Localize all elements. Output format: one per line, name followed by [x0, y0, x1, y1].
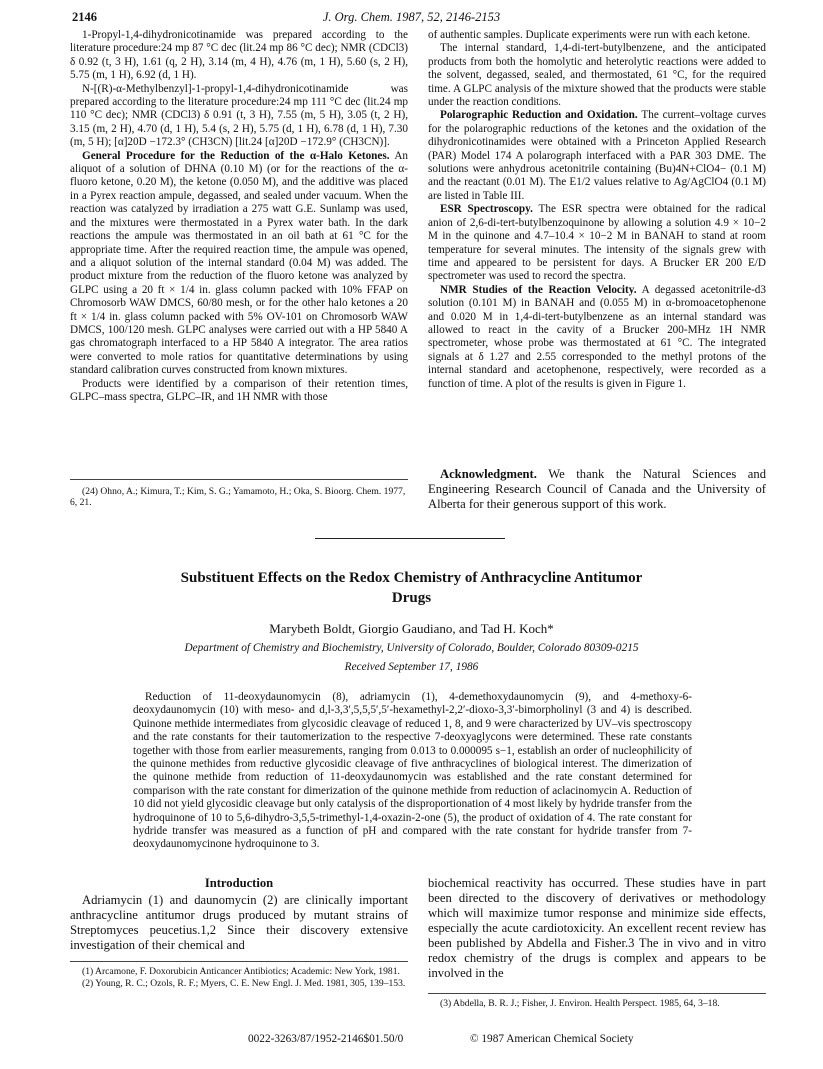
- article-authors: Marybeth Boldt, Giorgio Gaudiano, and Tad H. Koch*: [269, 621, 554, 636]
- article-affiliation: Department of Chemistry and Biochemistry, University of Colorado, Boulder, Colorado 80309-0215: [184, 642, 639, 654]
- introduction-text: Adriamycin (1) and daunomycin (2) are clinically important anthracycline antitumor drugs produced by mutant strains of Streptomyces peucetius.1,2 Since their discovery extensive investigation of their chemical and: [70, 893, 408, 952]
- general-procedure-text: An aliquot of a solution of DHNA (0.10 M) (or for the reactions of the α-fluoro ketone, 0.20 M), the ketone (0.050 M), and the additive was placed in a Pyrex reaction ampule, degassed, and sealed under vacuum. When the reaction was catalyzed by irradiation a 275 watt G.E. Sunlamp was used, and the mixtures were thermostated in a Pyrex water bath. In the dark reactions the ampule was thermostated in an oil bath at 61 °C for the appropriate time. After the required reaction time, the ampule was opened, and a aliquot solution of the internal standard (0.04 M) was added. The product mixture from the reduction of the fluoro ketone was analyzed by GLPC using a 20 ft × 1/4 in. glass column packed with 10% FFAP on Chromosorb WAW DMCS, 60/80 mesh, or for the other halo ketones a 20 ft × 1/4 in. glass column packed with 5% OV-101 on Chromosorb WAW DMCS, 100/120 mesh. GLPC analyses were carried out with a HP 5840 A gas chromatograph interfaced to a HP 5840 A integrator. The area ratios were converted to mole ratios for quantitative determinations by using standard calibration curves constructed from known mixtures.: [70, 149, 408, 377]
- products-paragraph: Products were identified by a comparison of their retention times, GLPC–mass spectra, GLPC–IR, and 1H NMR with those: [70, 377, 408, 403]
- footnote-2: (2) Young, R. C.; Ozols, R. F.; Myers, C. E. New Engl. J. Med. 1981, 305, 139–153.: [82, 978, 406, 990]
- abstract: [133, 691, 692, 852]
- bottom-right-text: biochemical reactivity has occurred. These studies have in part been directed to the discovery of derivatives or methodology which will maximize tumor response and minimize side effects, especially the acute cardiotoxicity. An excellent recent review has been published by Abdella and Fisher.3 The in vivo and in vitro redox chemistry of the drugs is complex and appears to be involved in the: [428, 876, 766, 980]
- nmr-text: A degassed acetonitrile-d3 solution (0.101 M) in BANAH and (0.055 M) in α-bromoacetophenone and 0.020 M in 1,4-di-tert-butylbenzene as an internal standard was allowed to react in the cavity of a Brucker 200-MHz 1H NMR spectrometer, whose probe was thermostated at 61 °C. The integrated signals at δ 1.27 and 2.55 corresponded to the methyl protons of the internal standard and acetophenone, respectively, were recorded as a function of time. A plot of the results is given in Figure 1.: [428, 283, 766, 390]
- acknowledgment-heading: Acknowledgment.: [440, 467, 537, 481]
- footnote-24: [70, 486, 408, 510]
- page-number: 2146: [72, 10, 97, 24]
- paragraph-methylbenzyl-dhna: N-[(R)-α-Methylbenzyl]-1-propyl-1,4-dihydronicotinamide was prepared according to the literature procedure:24 mp 111 °C dec (lit.24 mp 110 °C dec); NMR (CDCl3) δ 0.91 (t, 3 H), 7.55 (m, 5 H), 3.05 (t, 2 H), 3.15 (m, 2 H), 4.70 (d, 1 H), 5.4 (s, 2 H), 5.75 (d, 1 H), 6.78 (d, 1 H), 7.30 (m, 5 H); [α]20D −172.3° (CH3CN) [lit.24 [α]20D −172.9° (CH3CN)].: [70, 82, 408, 149]
- internal-standard-paragraph: The internal standard, 1,4-di-tert-butylbenzene, and the anticipated products from both the homolytic and heterolytic reactions were added to the solvent, degassed, sealed, and thermostated, 61 °C, for the required time. A GLPC analysis of the mixture showed that the products were stable under the reaction conditions.: [428, 42, 766, 109]
- journal-citation: J. Org. Chem. 1987, 52, 2146-2153: [322, 10, 501, 24]
- authentic-samples-paragraph: of authentic samples. Duplicate experiments were run with each ketone.: [428, 29, 751, 41]
- nmr-paragraph: [428, 284, 766, 391]
- bottom-right-paragraph: [428, 876, 766, 981]
- polarographic-heading: Polarographic Reduction and Oxidation.: [440, 109, 638, 122]
- article-title-line-1: Substituent Effects on the Redox Chemistry of Anthracycline Antitumor: [180, 570, 643, 586]
- article-title: [60, 568, 763, 608]
- footnotes-right: [428, 998, 766, 1010]
- polarographic-text: The current–voltage curves for the polarographic reductions of the ketones and the oxidation of the dihydronicotinamides were obtained with a Princeton Applied Research (PAR) Model 174 A polarograph interfaced with a PAR 303 DME. The solutions were anhydrous acetonitrile containing (Bu)4N+ClO4− (0.1 M) and the reactant (0.01 M). The E1/2 values relative to Ag/AgClO4 (0.1 M) are listed in Table III.: [428, 109, 766, 202]
- article-separator: [315, 538, 505, 539]
- footer-code: 0022-3263/87/1952-2146$01.50/0: [248, 1033, 404, 1045]
- received-date: Received September 17, 1986: [344, 661, 479, 673]
- footnote-24-text: (24) Ohno, A.; Kimura, T.; Kim, S. G.; Yamamoto, H.; Oka, S. Bioorg. Chem. 1977, 6, 21.: [70, 486, 406, 509]
- footnote-separator-left-bottom: [70, 961, 408, 962]
- introduction-paragraph: [70, 893, 408, 953]
- footer-copyright: © 1987 American Chemical Society: [470, 1033, 634, 1045]
- esr-paragraph: [428, 203, 766, 283]
- esr-heading: ESR Spectroscopy.: [440, 203, 533, 216]
- abstract-text: Reduction of 11-deoxydaunomycin (8), adriamycin (1), 4-demethoxydaunomycin (9), and 4-methoxy-6-deoxydaunomycin (10) with meso- and d,l-3,3′,5,5,5′,5′-hexamethyl-2,2′-dioxo-3,3′-bimorpholinyl (3 and 4) is described. Quinone methide intermediates from glycosidic cleavage of reduced 1, 8, and 9 were characterized by UV–vis spectroscopy and the rate constants for their tautomerization to the respective 7-deoxyaglycons were determined. These rate constants together with those from earlier measurements, ranging from 0.013 to 0.000095 s−1, establish an order of nucleophilicity of the quinone methides from reductive glycosidic cleavage of five anthracyclines of biological interest. The dimerization of the quinone methide from reduction of 11-deoxydaunomycin was established and the rate constant determined for comparison with the rate constant for dimerization of the quinone methide from reduction of aclacinomycin A. Reduction of 10 did not yield glycosidic cleavage but only catalysis of the disproportionation of 4 most likely by hydride transfer from the hydroquinone of 10 to 5,6-dihydro-3,5,5-trimethyl-1,4-oxazin-2-one (5), the product of oxidation of 4. The rate constant for hydride transfer was measured as a function of pH and compared with the rate constant for hydride transfer from 7-deoxydaunomycinone hydroquinone to 3.: [133, 691, 692, 851]
- general-procedure-heading: General Procedure for the Reduction of the α-Halo Ketones.: [82, 149, 390, 162]
- acknowledgment-text: We thank the Natural Sciences and Engineering Research Council of Canada and the University of Alberta for their generous support of this work.: [428, 467, 766, 511]
- footnote-3: (3) Abdella, B. R. J.; Fisher, J. Environ. Health Perspect. 1985, 64, 3–18.: [440, 998, 720, 1009]
- top-right-column: [428, 29, 766, 391]
- esr-text: The ESR spectra were obtained for the radical anion of 2,6-di-tert-butylbenzoquinone by allowing a solution 4.9 × 10−2 M in the quinone and 4.7–10.4 × 10−2 M in BANAH to stand at room temperature for several minutes. The intensity of the signals grew with time and appeared to be persistent for days. A Brucker ER 200 E/D spectrometer was used to record the spectra.: [428, 203, 766, 283]
- polarographic-paragraph: [428, 109, 766, 203]
- introduction-heading: Introduction: [204, 876, 274, 890]
- footnote-separator-right-bottom: [428, 993, 766, 994]
- article-title-line-2: Drugs: [391, 590, 432, 606]
- footnote-separator-left-top: [70, 479, 408, 480]
- nmr-heading: NMR Studies of the Reaction Velocity.: [440, 283, 637, 296]
- paragraph-propyl-dhna: 1-Propyl-1,4-dihydronicotinamide was prepared according to the literature procedure:24 mp 87 °C dec (lit.24 mp 86 °C dec); NMR (CDCl3) δ 0.92 (t, 3 H), 1.61 (q, 2 H), 3.14 (m, 4 H), 4.76 (m, 1 H), 5.60 (s, 2 H), 5.75 (m, 1 H), 6.92 (d, 1 H).: [70, 29, 408, 82]
- footnotes-left: [70, 966, 408, 991]
- footnote-1: (1) Arcamone, F. Doxorubicin Anticancer Antibiotics; Academic: New York, 1981.: [82, 966, 400, 977]
- general-procedure-paragraph: [70, 150, 408, 378]
- top-left-column: [70, 29, 408, 404]
- acknowledgment-paragraph: [428, 467, 766, 512]
